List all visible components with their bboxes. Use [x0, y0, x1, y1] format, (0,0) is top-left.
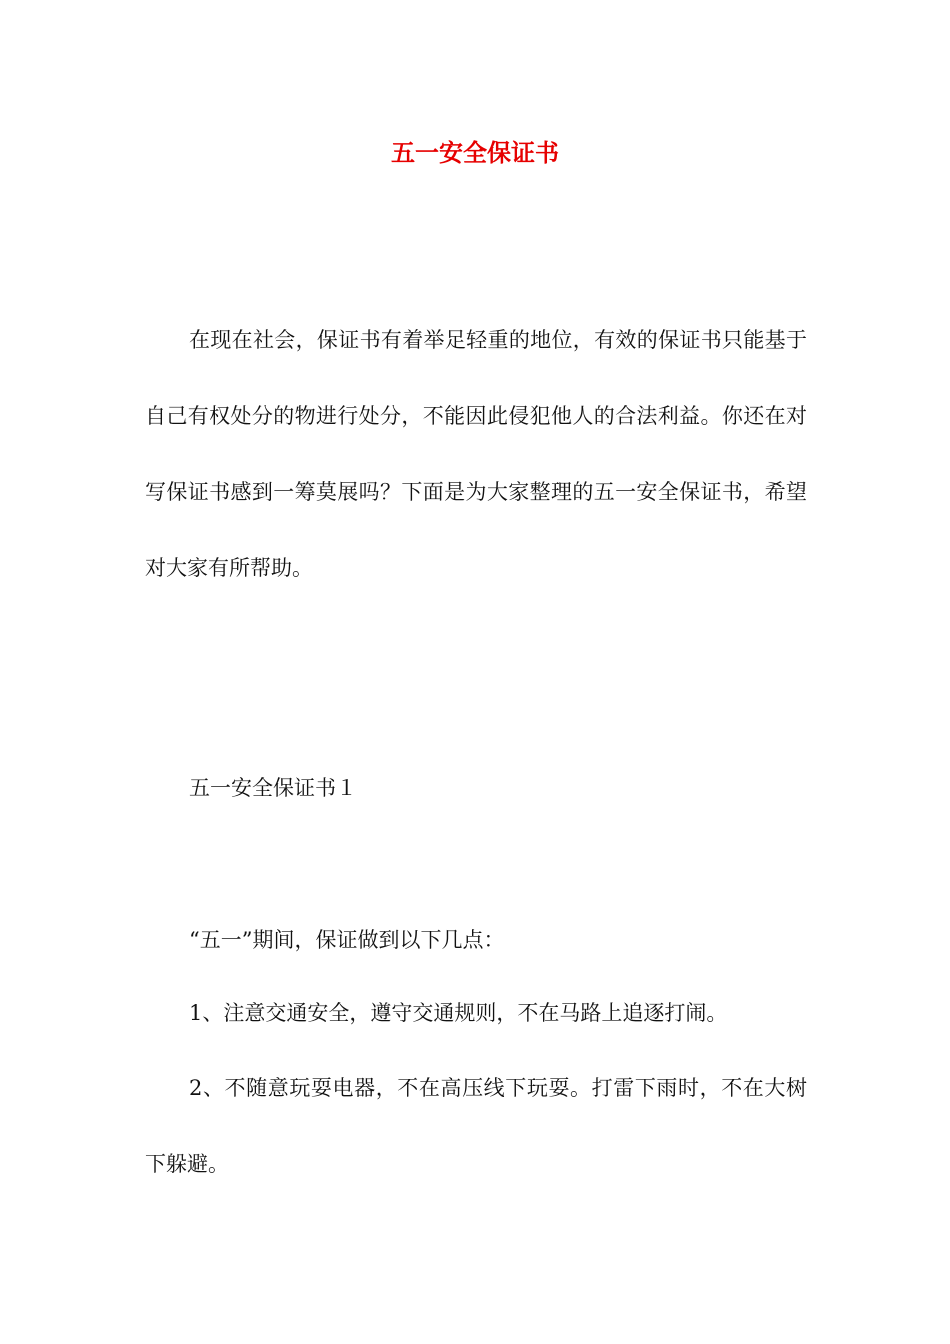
list-item: 2、不随意玩耍电器，不在高压线下玩耍。打雷下雨时，不在大树下躲避。: [145, 1076, 807, 1176]
section-intro: “五一”期间，保证做到以下几点：: [189, 928, 505, 952]
intro-paragraph: 在现在社会，保证书有着举足轻重的地位，有效的保证书只能基于自己有权处分的物进行处分，不能因此侵犯他人的合法利益。你还在对写保证书感到一筹莫展吗？下面是为大家整理的五一安全保证书，希望对大家有所帮助。: [145, 328, 807, 580]
document-title: 五一安全保证书: [391, 138, 559, 167]
section-heading: 五一安全保证书１: [189, 776, 357, 800]
list-item: 1、注意交通安全，遵守交通规则，不在马路上追逐打闹。: [189, 1001, 728, 1025]
